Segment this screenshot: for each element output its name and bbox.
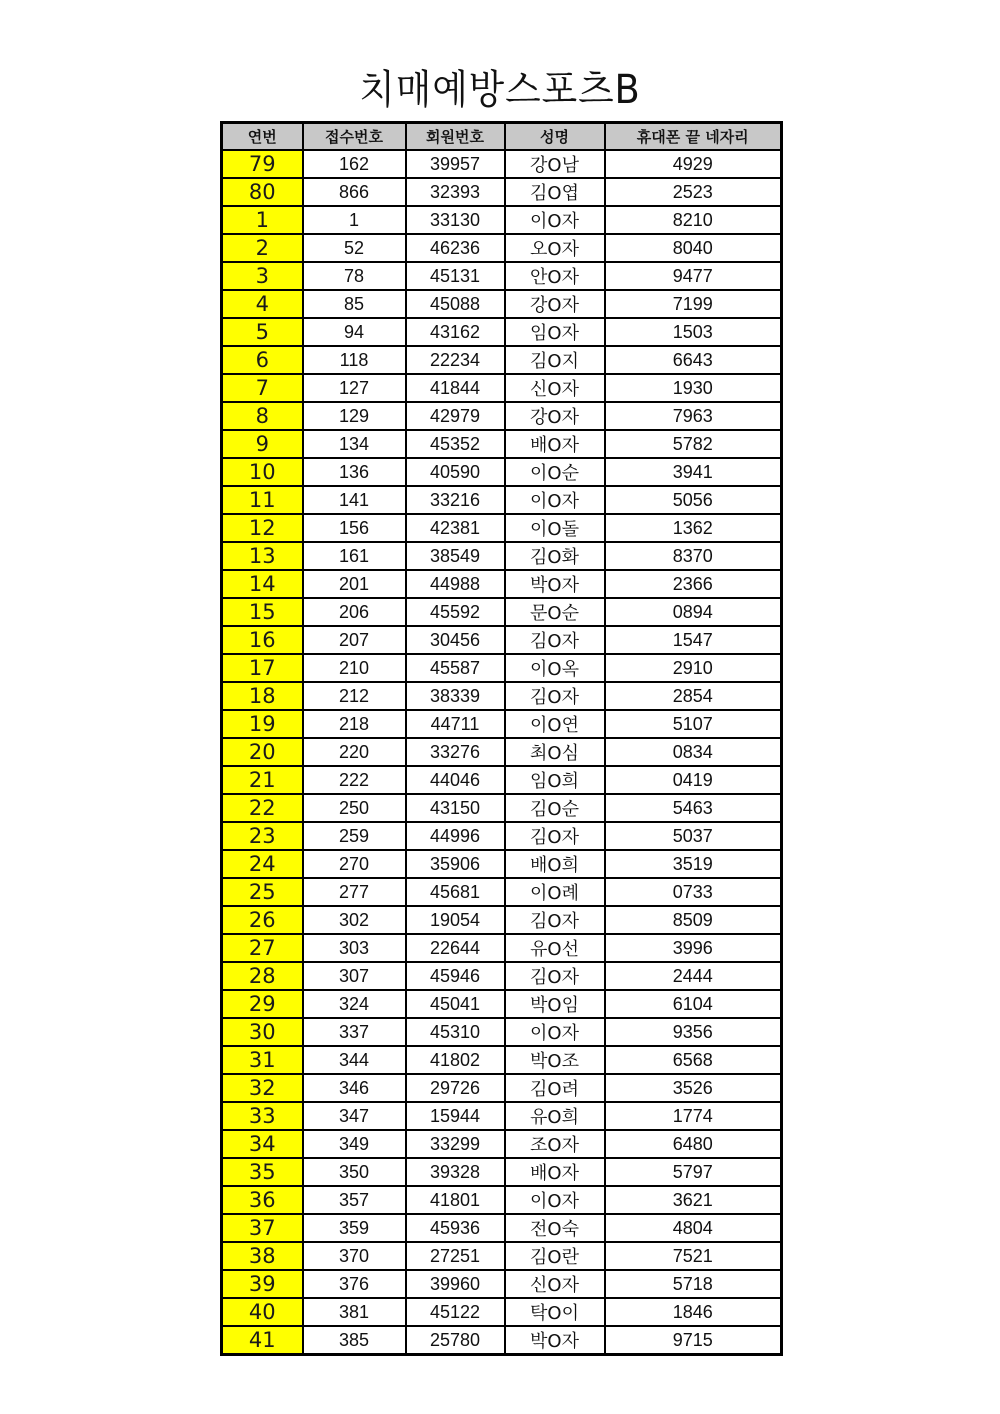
cell-member-number: 39957 [406,150,505,178]
cell-phone-last-four: 7963 [605,402,782,430]
cell-name: 박O자 [505,1326,605,1355]
cell-receipt-number: 134 [303,430,406,458]
cell-name: 문O순 [505,598,605,626]
cell-member-number: 19054 [406,906,505,934]
cell-phone-last-four: 0894 [605,598,782,626]
cell-name: 강O남 [505,150,605,178]
table-row [222,234,782,262]
cell-member-number: 45310 [406,1018,505,1046]
cell-seq: 27 [222,934,303,962]
cell-phone-last-four: 3621 [605,1186,782,1214]
cell-name: 박O조 [505,1046,605,1074]
cell-seq: 12 [222,514,303,542]
cell-receipt-number: 52 [303,234,406,262]
cell-seq: 24 [222,850,303,878]
cell-receipt-number: 127 [303,374,406,402]
cell-seq: 20 [222,738,303,766]
cell-seq: 35 [222,1158,303,1186]
cell-member-number: 41844 [406,374,505,402]
cell-receipt-number: 129 [303,402,406,430]
table-row [222,598,782,626]
table-row [222,430,782,458]
table-row [222,178,782,206]
table-row [222,318,782,346]
cell-phone-last-four: 9356 [605,1018,782,1046]
cell-name: 배O자 [505,430,605,458]
cell-receipt-number: 1 [303,206,406,234]
cell-name: 신O자 [505,1270,605,1298]
cell-receipt-number: 222 [303,766,406,794]
cell-member-number: 38339 [406,682,505,710]
cell-phone-last-four: 5056 [605,486,782,514]
cell-receipt-number: 136 [303,458,406,486]
cell-seq: 18 [222,682,303,710]
cell-receipt-number: 210 [303,654,406,682]
table-row [222,710,782,738]
cell-receipt-number: 385 [303,1326,406,1355]
cell-member-number: 44988 [406,570,505,598]
header-member-number: 회원번호 [406,123,505,151]
cell-phone-last-four: 8210 [605,206,782,234]
cell-name: 배O희 [505,850,605,878]
cell-member-number: 45122 [406,1298,505,1326]
table-header-row [222,123,782,151]
cell-receipt-number: 337 [303,1018,406,1046]
cell-member-number: 32393 [406,178,505,206]
cell-member-number: 45587 [406,654,505,682]
cell-seq: 11 [222,486,303,514]
table-row [222,206,782,234]
cell-name: 김O자 [505,906,605,934]
cell-name: 탁O이 [505,1298,605,1326]
cell-member-number: 25780 [406,1326,505,1355]
cell-name: 최O심 [505,738,605,766]
cell-name: 이O례 [505,878,605,906]
cell-member-number: 42381 [406,514,505,542]
cell-name: 이O자 [505,1186,605,1214]
cell-seq: 41 [222,1326,303,1355]
cell-member-number: 43162 [406,318,505,346]
cell-seq: 22 [222,794,303,822]
cell-member-number: 33276 [406,738,505,766]
cell-receipt-number: 350 [303,1158,406,1186]
cell-phone-last-four: 2444 [605,962,782,990]
cell-seq: 31 [222,1046,303,1074]
cell-name: 강O자 [505,402,605,430]
table-row [222,346,782,374]
cell-member-number: 22234 [406,346,505,374]
cell-receipt-number: 94 [303,318,406,346]
cell-seq: 16 [222,626,303,654]
cell-phone-last-four: 3996 [605,934,782,962]
cell-receipt-number: 324 [303,990,406,1018]
cell-receipt-number: 277 [303,878,406,906]
cell-seq: 25 [222,878,303,906]
cell-member-number: 22644 [406,934,505,962]
cell-name: 김O란 [505,1242,605,1270]
cell-receipt-number: 161 [303,542,406,570]
cell-receipt-number: 201 [303,570,406,598]
cell-seq: 79 [222,150,303,178]
table-row [222,1298,782,1326]
table-row [222,262,782,290]
cell-seq: 2 [222,234,303,262]
cell-member-number: 45131 [406,262,505,290]
table-row [222,1130,782,1158]
cell-seq: 80 [222,178,303,206]
cell-phone-last-four: 2910 [605,654,782,682]
cell-receipt-number: 347 [303,1102,406,1130]
cell-member-number: 33130 [406,206,505,234]
cell-name: 김O자 [505,626,605,654]
table-row [222,738,782,766]
cell-receipt-number: 250 [303,794,406,822]
cell-name: 김O려 [505,1074,605,1102]
table-row [222,850,782,878]
cell-member-number: 44996 [406,822,505,850]
cell-seq: 1 [222,206,303,234]
roster-table [220,121,783,1356]
cell-seq: 28 [222,962,303,990]
cell-name: 신O자 [505,374,605,402]
cell-member-number: 45592 [406,598,505,626]
cell-name: 강O자 [505,290,605,318]
table-row [222,1326,782,1355]
cell-member-number: 39960 [406,1270,505,1298]
cell-seq: 29 [222,990,303,1018]
cell-receipt-number: 162 [303,150,406,178]
header-name: 성명 [505,123,605,151]
cell-phone-last-four: 0419 [605,766,782,794]
cell-member-number: 27251 [406,1242,505,1270]
table-row [222,822,782,850]
cell-name: 이O순 [505,458,605,486]
cell-name: 유O선 [505,934,605,962]
table-row [222,570,782,598]
cell-member-number: 41802 [406,1046,505,1074]
cell-seq: 39 [222,1270,303,1298]
cell-phone-last-four: 8040 [605,234,782,262]
cell-seq: 10 [222,458,303,486]
table-row [222,486,782,514]
cell-name: 전O숙 [505,1214,605,1242]
cell-receipt-number: 85 [303,290,406,318]
cell-seq: 3 [222,262,303,290]
cell-receipt-number: 218 [303,710,406,738]
cell-phone-last-four: 0733 [605,878,782,906]
cell-receipt-number: 866 [303,178,406,206]
cell-seq: 30 [222,1018,303,1046]
table-row [222,1158,782,1186]
cell-seq: 38 [222,1242,303,1270]
cell-phone-last-four: 7521 [605,1242,782,1270]
cell-member-number: 33216 [406,486,505,514]
cell-receipt-number: 370 [303,1242,406,1270]
cell-member-number: 45088 [406,290,505,318]
cell-seq: 15 [222,598,303,626]
cell-phone-last-four: 6480 [605,1130,782,1158]
cell-seq: 32 [222,1074,303,1102]
cell-name: 이O자 [505,486,605,514]
cell-member-number: 45946 [406,962,505,990]
table-row [222,1074,782,1102]
cell-receipt-number: 206 [303,598,406,626]
cell-phone-last-four: 5797 [605,1158,782,1186]
cell-member-number: 15944 [406,1102,505,1130]
cell-phone-last-four: 7199 [605,290,782,318]
cell-receipt-number: 270 [303,850,406,878]
cell-seq: 37 [222,1214,303,1242]
header-seq: 연번 [222,123,303,151]
cell-member-number: 29726 [406,1074,505,1102]
table-row [222,1186,782,1214]
cell-receipt-number: 303 [303,934,406,962]
cell-receipt-number: 207 [303,626,406,654]
cell-phone-last-four: 1362 [605,514,782,542]
cell-phone-last-four: 1547 [605,626,782,654]
cell-name: 안O자 [505,262,605,290]
table-row [222,766,782,794]
cell-receipt-number: 212 [303,682,406,710]
cell-phone-last-four: 2366 [605,570,782,598]
cell-name: 이O자 [505,206,605,234]
cell-phone-last-four: 5782 [605,430,782,458]
cell-phone-last-four: 5463 [605,794,782,822]
cell-seq: 9 [222,430,303,458]
cell-phone-last-four: 1774 [605,1102,782,1130]
table-row [222,906,782,934]
cell-seq: 21 [222,766,303,794]
cell-name: 박O자 [505,570,605,598]
table-row [222,654,782,682]
cell-member-number: 43150 [406,794,505,822]
cell-receipt-number: 78 [303,262,406,290]
cell-member-number: 33299 [406,1130,505,1158]
cell-member-number: 44046 [406,766,505,794]
cell-receipt-number: 357 [303,1186,406,1214]
cell-receipt-number: 141 [303,486,406,514]
cell-phone-last-four: 3526 [605,1074,782,1102]
table-row [222,878,782,906]
table-row [222,682,782,710]
table-row [222,150,782,178]
table-row [222,1046,782,1074]
cell-member-number: 45681 [406,878,505,906]
cell-name: 오O자 [505,234,605,262]
cell-seq: 40 [222,1298,303,1326]
cell-name: 김O자 [505,682,605,710]
cell-phone-last-four: 0834 [605,738,782,766]
cell-seq: 14 [222,570,303,598]
cell-phone-last-four: 9477 [605,262,782,290]
table-row [222,542,782,570]
table-row [222,1270,782,1298]
cell-member-number: 39328 [406,1158,505,1186]
cell-name: 유O희 [505,1102,605,1130]
cell-name: 김O자 [505,962,605,990]
cell-phone-last-four: 9715 [605,1326,782,1355]
cell-phone-last-four: 6643 [605,346,782,374]
cell-phone-last-four: 3519 [605,850,782,878]
cell-member-number: 30456 [406,626,505,654]
table-row [222,1018,782,1046]
cell-name: 배O자 [505,1158,605,1186]
cell-seq: 19 [222,710,303,738]
cell-name: 김O엽 [505,178,605,206]
cell-seq: 23 [222,822,303,850]
cell-seq: 6 [222,346,303,374]
cell-receipt-number: 302 [303,906,406,934]
cell-member-number: 46236 [406,234,505,262]
cell-name: 박O임 [505,990,605,1018]
table-row [222,794,782,822]
cell-phone-last-four: 1846 [605,1298,782,1326]
cell-receipt-number: 118 [303,346,406,374]
cell-receipt-number: 307 [303,962,406,990]
cell-member-number: 38549 [406,542,505,570]
table-row [222,1102,782,1130]
cell-receipt-number: 344 [303,1046,406,1074]
table-row [222,514,782,542]
cell-name: 김O자 [505,822,605,850]
cell-phone-last-four: 5107 [605,710,782,738]
cell-member-number: 45936 [406,1214,505,1242]
cell-name: 김O순 [505,794,605,822]
cell-member-number: 45352 [406,430,505,458]
table-body [222,150,782,1355]
cell-seq: 17 [222,654,303,682]
cell-receipt-number: 259 [303,822,406,850]
cell-phone-last-four: 2523 [605,178,782,206]
cell-phone-last-four: 1930 [605,374,782,402]
cell-phone-last-four: 6104 [605,990,782,1018]
table-row [222,402,782,430]
table-row [222,934,782,962]
cell-receipt-number: 349 [303,1130,406,1158]
cell-seq: 33 [222,1102,303,1130]
header-phone-last-four: 휴대폰 끝 네자리 [605,123,782,151]
cell-name: 이O연 [505,710,605,738]
cell-receipt-number: 359 [303,1214,406,1242]
cell-phone-last-four: 5718 [605,1270,782,1298]
cell-receipt-number: 376 [303,1270,406,1298]
cell-name: 이O자 [505,1018,605,1046]
cell-seq: 7 [222,374,303,402]
cell-name: 이O옥 [505,654,605,682]
cell-member-number: 42979 [406,402,505,430]
cell-phone-last-four: 4804 [605,1214,782,1242]
cell-phone-last-four: 4929 [605,150,782,178]
cell-seq: 4 [222,290,303,318]
cell-member-number: 35906 [406,850,505,878]
cell-phone-last-four: 1503 [605,318,782,346]
table-row [222,374,782,402]
cell-member-number: 41801 [406,1186,505,1214]
table-row [222,1242,782,1270]
cell-receipt-number: 156 [303,514,406,542]
cell-phone-last-four: 2854 [605,682,782,710]
cell-seq: 5 [222,318,303,346]
cell-phone-last-four: 6568 [605,1046,782,1074]
cell-seq: 13 [222,542,303,570]
table-row [222,290,782,318]
cell-name: 이O돌 [505,514,605,542]
table-row [222,1214,782,1242]
cell-phone-last-four: 8370 [605,542,782,570]
cell-name: 임O자 [505,318,605,346]
header-receipt-number: 접수번호 [303,123,406,151]
cell-receipt-number: 346 [303,1074,406,1102]
cell-member-number: 45041 [406,990,505,1018]
table-row [222,990,782,1018]
table-row [222,962,782,990]
cell-receipt-number: 381 [303,1298,406,1326]
cell-seq: 34 [222,1130,303,1158]
cell-seq: 8 [222,402,303,430]
cell-name: 임O희 [505,766,605,794]
cell-phone-last-four: 8509 [605,906,782,934]
table-row [222,458,782,486]
cell-phone-last-four: 3941 [605,458,782,486]
cell-receipt-number: 220 [303,738,406,766]
cell-name: 김O지 [505,346,605,374]
cell-seq: 36 [222,1186,303,1214]
cell-member-number: 40590 [406,458,505,486]
cell-member-number: 44711 [406,710,505,738]
document-title: 치매예방스포츠B [359,67,641,113]
cell-phone-last-four: 5037 [605,822,782,850]
cell-seq: 26 [222,906,303,934]
cell-name: 김O화 [505,542,605,570]
cell-name: 조O자 [505,1130,605,1158]
table-row [222,626,782,654]
